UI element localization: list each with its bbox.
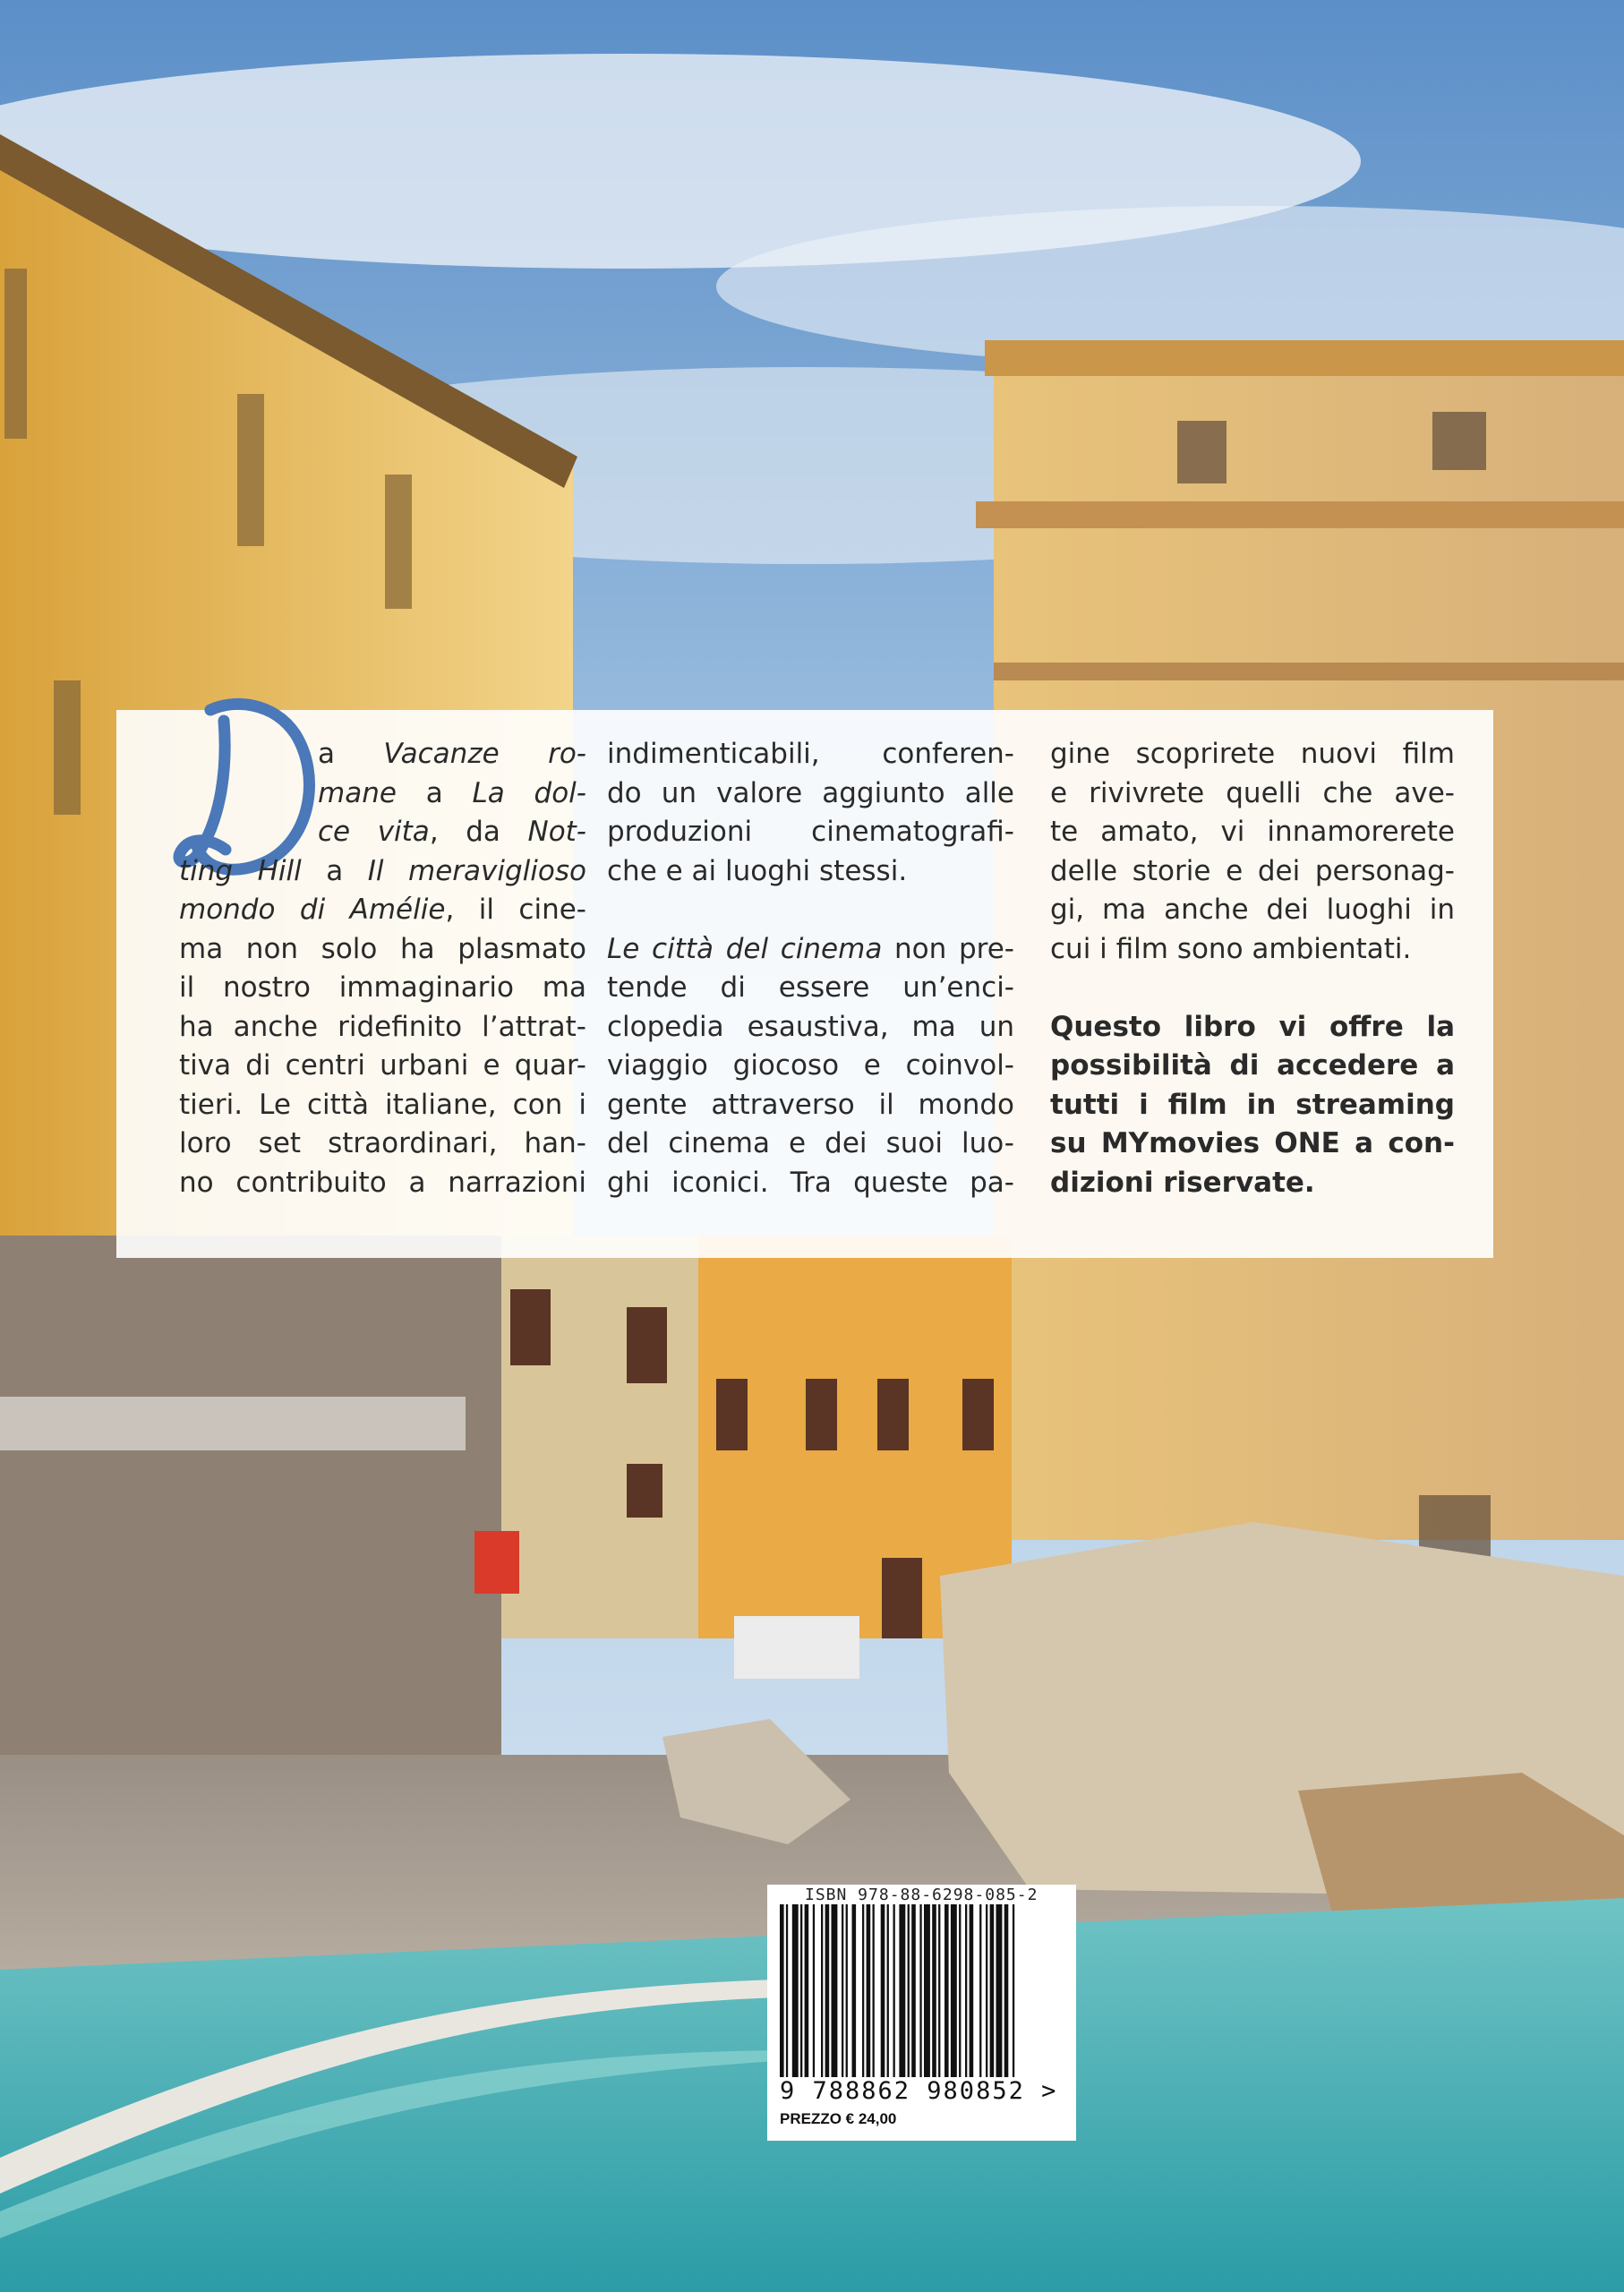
text-line: gi, ma anche dei luoghi in <box>1050 894 1455 926</box>
price-label: PREZZO € 24,00 <box>780 2110 897 2127</box>
book-title: Le città del cinema <box>607 932 883 965</box>
offer-line: tutti i film in streaming <box>1050 1088 1455 1121</box>
text: a <box>318 738 384 770</box>
text-line: tieri. Le città italiane, con i <box>179 1088 586 1121</box>
text-line: loro set straordinari, han- <box>179 1127 586 1159</box>
text: , il cine- <box>445 894 586 926</box>
text: a <box>396 776 473 809</box>
text-line: gente attraverso il mondo <box>607 1088 1014 1121</box>
film-title: Vacanze ro- <box>383 738 586 770</box>
synopsis-panel <box>116 710 1493 1258</box>
text-column-2 <box>607 735 1014 1202</box>
isbn-label: ISBN 978-88-6298-085-2 <box>805 1886 1039 1904</box>
text: , da <box>429 816 528 848</box>
barcode-panel <box>767 1885 1076 2141</box>
text-line: ghi iconici. Tra queste pa- <box>607 1166 1014 1199</box>
text-line: indimenticabili, conferen- <box>607 738 1014 770</box>
text-line: te amato, vi innamorerete <box>1050 816 1455 848</box>
text-line: ha anche ridefinito l’attrat- <box>179 1010 586 1043</box>
offer-line: possibilità di accedere a <box>1050 1049 1455 1082</box>
barcode-icon <box>780 1904 1070 2092</box>
text-line: gine scoprirete nuovi film <box>1050 738 1455 770</box>
text-line: tiva di centri urbani e quar- <box>179 1049 586 1082</box>
offer-line: Questo libro vi offre la <box>1050 1010 1455 1043</box>
offer-line: su MYmovies ONE a con- <box>1050 1127 1455 1159</box>
text-line: viaggio giocoso e coinvol- <box>607 1049 1014 1082</box>
film-title: ting Hill <box>179 854 302 887</box>
text-line: produzioni cinematografi- <box>607 816 1014 848</box>
text-column-1 <box>179 735 586 1202</box>
film-title: La dol- <box>472 776 586 809</box>
text-column-3 <box>1050 735 1455 1202</box>
text-line: che e ai luoghi stessi. <box>607 854 908 887</box>
text-line: no contribuito a narrazioni <box>179 1166 586 1199</box>
film-title: ce vita <box>318 816 430 848</box>
text-line: delle storie e dei personag- <box>1050 854 1455 887</box>
text-line: do un valore aggiunto alle <box>607 776 1014 809</box>
text-line: del cinema e dei suoi luo- <box>607 1127 1014 1159</box>
text-line: ma non solo ha plasmato <box>179 932 586 965</box>
text: a <box>301 854 368 887</box>
text-line: e rivivrete quelli che ave- <box>1050 776 1455 809</box>
text-line: tende di essere un’enci- <box>607 971 1014 1004</box>
ean-digits: 9 788862 980852 > <box>780 2077 1075 2105</box>
film-title: mane <box>318 776 397 809</box>
film-title: mondo di Amélie <box>179 894 446 926</box>
text-line: cui i film sono ambientati. <box>1050 932 1412 965</box>
film-title: Not- <box>527 816 586 848</box>
text: non pre- <box>882 932 1014 965</box>
text-line: il nostro immaginario ma <box>179 971 586 1004</box>
text-line: clopedia esaustiva, ma un <box>607 1010 1014 1043</box>
offer-line: dizioni riservate. <box>1050 1166 1315 1199</box>
film-title: Il meraviglioso <box>367 854 586 887</box>
